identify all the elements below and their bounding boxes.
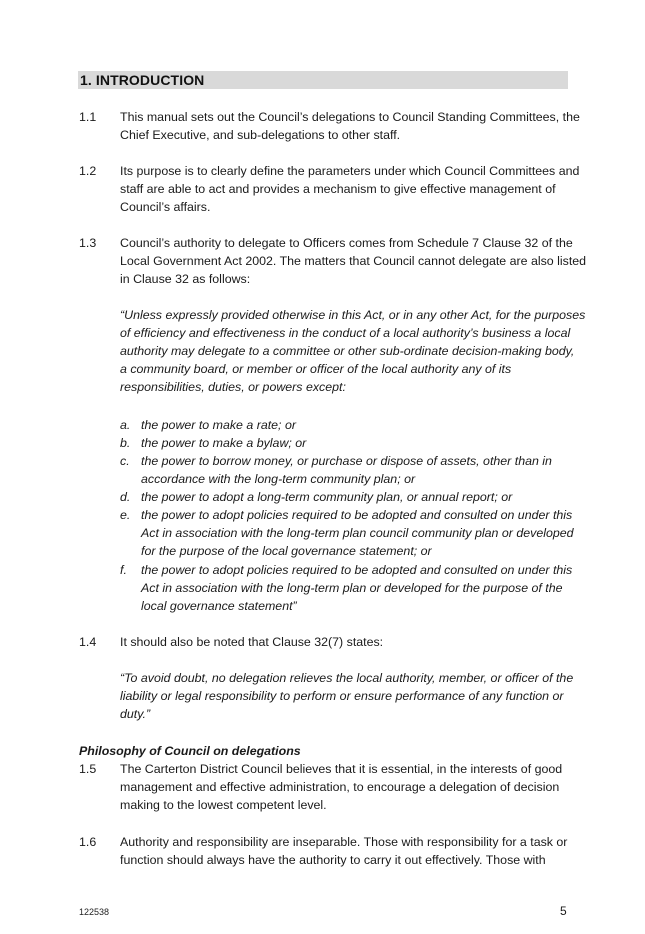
quote-line: duty.”	[120, 707, 151, 721]
clause-number-1-5: 1.5	[79, 762, 97, 776]
list-line: local governance statement”	[141, 599, 297, 613]
clause-1-2	[120, 162, 580, 216]
list-line: for the purpose of the local governance statement; or	[141, 544, 432, 558]
list-text	[141, 488, 512, 506]
clause-1-5-line: management and effective administration, to encourage a delegation of decision	[120, 780, 560, 794]
list-line: the power to make a bylaw; or	[141, 436, 307, 450]
clause-1-3	[120, 234, 587, 288]
list-text	[141, 506, 574, 560]
clause-1-4-line: It should also be noted that Clause 32(7) states:	[120, 635, 384, 649]
list-text	[141, 416, 296, 434]
quote-line: responsibilities, duties, or powers except:	[120, 380, 346, 394]
clause-1-5-line: making to the lowest competent level.	[120, 798, 327, 812]
list-text	[141, 452, 552, 488]
document-id: 122538	[79, 907, 110, 917]
list-letter: a.	[120, 418, 131, 432]
list-line: the power to borrow money, or purchase or dispose of assets, other than in	[141, 454, 552, 468]
clause-1-2-line: staff are able to act and provides a mechanism to give effective management of	[120, 182, 556, 196]
clause-1-6-line: function should always have the authority to carry it out effectively. Those with	[120, 853, 546, 867]
list-text	[141, 434, 306, 452]
clause-1-2-line: Its purpose is to clearly define the parameters under which Council Committees and	[120, 164, 580, 178]
clause-number-1-1: 1.1	[79, 110, 97, 124]
list-line: Act in association with the long-term plan or developed for the purpose of the	[141, 581, 563, 595]
clause-1-3-line: in Clause 32 as follows:	[120, 272, 251, 286]
quote-line: of efficiency and effectiveness in the conduct of a local authority’s business a local	[120, 326, 571, 340]
list-letter: e.	[120, 508, 131, 522]
clause-1-1-line: Chief Executive, and sub-delegations to other staff.	[120, 128, 401, 142]
quote-line: liability or legal responsibility to perform or ensure performance of any function or	[120, 689, 564, 703]
list-letter: b.	[120, 436, 131, 450]
quote-line: “To avoid doubt, no delegation relieves the local authority, member, or officer of the	[120, 671, 574, 685]
clause-32-7-quote	[120, 669, 574, 723]
list-letter: f.	[120, 563, 127, 577]
clause-1-6	[120, 833, 570, 869]
list-line: accordance with the long-term community plan; or	[141, 472, 416, 486]
list-text	[141, 561, 572, 615]
list-letter: c.	[120, 454, 130, 468]
clause-number-1-6: 1.6	[79, 835, 97, 849]
clause-1-3-line: Council’s authority to delegate to Officers comes from Schedule 7 Clause 32 of the	[120, 236, 573, 250]
philosophy-subheading: Philosophy of Council on delegations	[79, 744, 301, 758]
list-line: Act in association with the long-term plan council community plan or developed	[141, 526, 574, 540]
page-number: 5	[560, 904, 567, 918]
list-line: the power to adopt a long-term community plan, or annual report; or	[141, 490, 513, 504]
clause-1-1-line: This manual sets out the Council’s delegations to Council Standing Committees, the	[120, 110, 580, 124]
quote-line: authority may delegate to a committee or other sub-ordinate decision-making body,	[120, 344, 575, 358]
clause-number-1-4: 1.4	[79, 635, 97, 649]
quote-line: a community board, or member or officer of the local authority any of its	[120, 362, 512, 376]
clause-1-3-line: Local Government Act 2002. The matters that Council cannot delegate are also listed	[120, 254, 587, 268]
clause-1-6-line: Authority and responsibility are inseparable. Those with responsibility for a task or	[120, 835, 568, 849]
clause-1-1	[120, 108, 580, 144]
section-heading: 1. INTRODUCTION	[80, 72, 205, 88]
list-line: the power to make a rate; or	[141, 418, 296, 432]
list-line: the power to adopt policies required to be adopted and consulted on under this	[141, 563, 573, 577]
clause-1-2-line: Council’s affairs.	[120, 200, 211, 214]
quote-line: “Unless expressly provided otherwise in this Act, or in any other Act, for the purposes	[120, 308, 586, 322]
clause-number-1-3: 1.3	[79, 236, 97, 250]
list-letter: d.	[120, 490, 131, 504]
clause-1-4	[120, 633, 570, 651]
clause-1-5	[120, 760, 570, 814]
legislation-quote	[120, 306, 586, 396]
clause-number-1-2: 1.2	[79, 164, 97, 178]
clause-1-5-line: The Carterton District Council believes that it is essential, in the interests of good	[120, 762, 563, 776]
list-line: the power to adopt policies required to be adopted and consulted on under this	[141, 508, 573, 522]
